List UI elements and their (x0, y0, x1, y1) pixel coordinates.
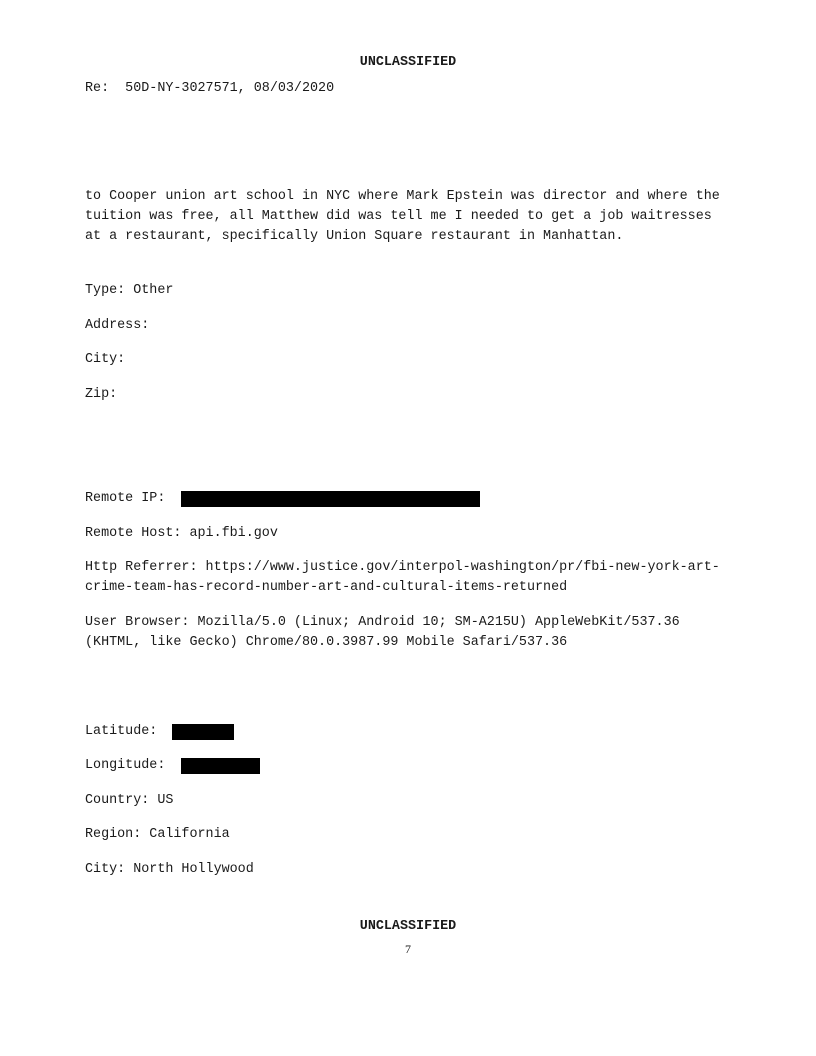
city-field: City: (85, 352, 126, 367)
page-number: 7 (405, 942, 411, 956)
remote-ip-label: Remote IP: (85, 491, 166, 506)
user-browser-field: User Browser: Mozilla/5.0 (Linux; Android 10; SM-A215U) AppleWebKit/537.36 (KHTML, like Gecko) Chrome/80.0.3987.99 Mobile Safari/537.36 (85, 615, 680, 650)
footer-classification: UNCLASSIFIED (359, 919, 457, 934)
longitude-redaction (181, 758, 260, 774)
longitude-label: Longitude: (85, 758, 166, 773)
address-field: Address: (85, 318, 150, 333)
remote-ip-redaction (181, 491, 480, 507)
type-field: Type: Other (85, 283, 174, 298)
latitude-redaction (172, 724, 234, 740)
body-paragraph: to Cooper union art school in NYC where Mark Epstein was director and where the tuition was free, all Matthew did was tell me I needed to get a job waitresses at a restaurant, specifically Union Square restaurant in Manhattan. (85, 189, 720, 244)
http-referrer-field: Http Referrer: https://www.justice.gov/interpol-washington/pr/fbi-new-york-art-crime-team-has-record-number-art-and-cultural-items-returned (85, 560, 720, 595)
remote-host-field: Remote Host: api.fbi.gov (85, 526, 278, 541)
latitude-label: Latitude: (85, 724, 158, 739)
zip-field: Zip: (85, 387, 118, 402)
header-classification: UNCLASSIFIED (359, 55, 457, 70)
region-field: Region: California (85, 827, 230, 842)
reference-line: Re: 50D-NY-3027571, 08/03/2020 (85, 81, 335, 96)
country-field: Country: US (85, 793, 174, 808)
geo-city-field: City: North Hollywood (85, 862, 254, 877)
